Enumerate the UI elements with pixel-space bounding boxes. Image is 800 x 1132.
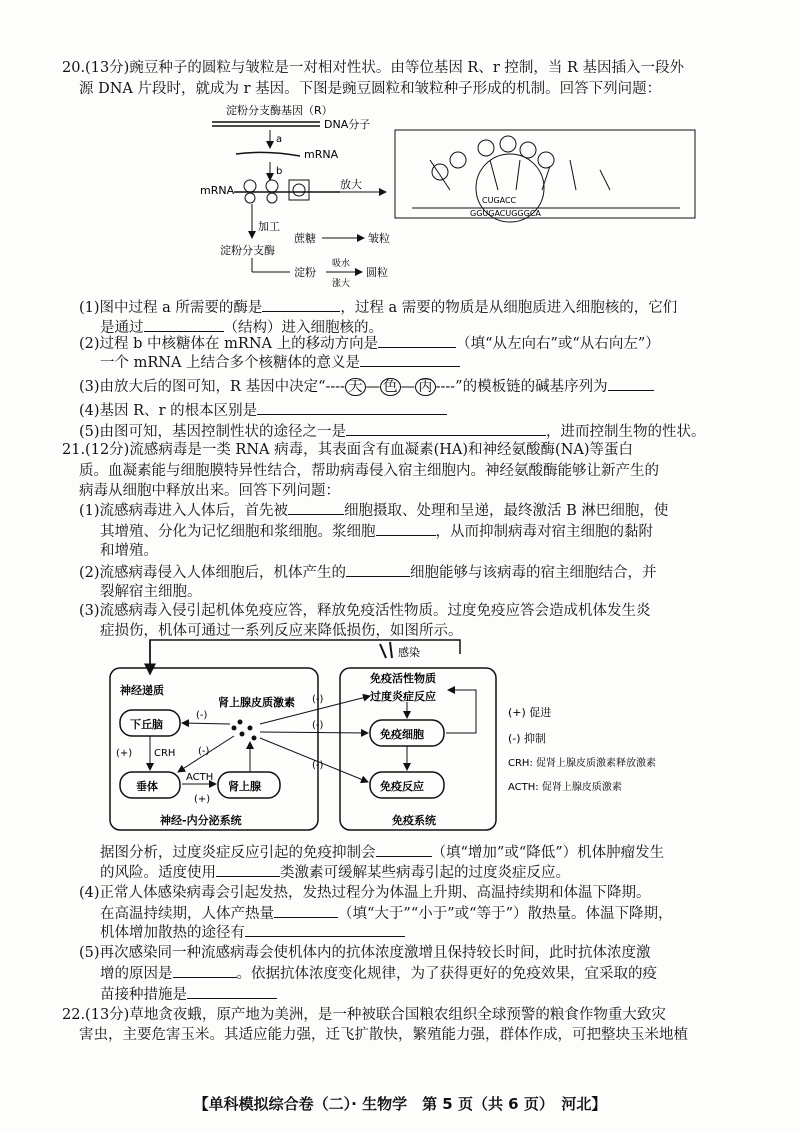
legend-item: ACTH: 促肾上腺皮质激素 (508, 782, 622, 793)
legend-item: CRH: 促肾上腺皮质激素释放激素 (508, 758, 656, 769)
svg-text:加工: 加工 (258, 220, 280, 233)
q20-s1-line1: (1)图中过程 a 所需要的酶是 ，过程 a 需要的物质是从细胞质进入细胞核的，它们 (79, 297, 677, 318)
svg-text:圆粒: 圆粒 (366, 266, 388, 279)
answer-blank[interactable] (216, 862, 280, 877)
q21-s2-line1: (2)流感病毒侵入人体细胞后，机体产生的 细胞能够与该病毒的宿主细胞结合，并 (79, 562, 657, 583)
svg-text:DNA分子: DNA分子 (324, 118, 371, 131)
svg-text:(+): (+) (116, 748, 133, 759)
svg-text:神经递质: 神经递质 (120, 684, 164, 697)
q20-s4: (4)基因 R、r 的根本区别是 (79, 400, 447, 421)
q21-s5-line2: 增的原因是 。依据抗体浓度变化规律，为了获得更好的免疫效果，宜采取的疫 (100, 963, 657, 984)
q21-s4-line2: 在高温持续期，人体产热量 （填“大于”“小于”或“等于”）散热量。体温下降期， (100, 903, 672, 924)
gene-label: 淀粉分支酶基因（R） (226, 104, 333, 117)
page-footer: 【单科模拟综合卷（二）· 生物学 第 5 页（共 6 页） 河北】 (193, 1095, 607, 1113)
answer-blank[interactable] (376, 521, 436, 536)
svg-text:b: b (276, 166, 283, 177)
svg-text:CRH: CRH (154, 748, 176, 759)
q21-s4-line1: (4)正常人体感染病毒会引起发热，发热过程分为体温上升期、高温持续期和体温下降期。 (79, 885, 651, 901)
infection-icon (380, 642, 392, 658)
q21-s3-line4: 的风险。适度使用 类激素可缓解某些病毒引起的过度炎症反应。 (100, 862, 570, 883)
q21-s5-line1: (5)再次感染同一种流感病毒会使机体内的抗体浓度激增且保持较长时间，此时抗体浓度激 (79, 945, 651, 961)
svg-text:(-): (-) (312, 694, 324, 705)
svg-text:ACTH: ACTH (186, 772, 214, 783)
svg-text:(-): (-) (196, 710, 208, 721)
svg-text:免疫细胞: 免疫细胞 (380, 728, 424, 741)
answer-blank[interactable] (187, 984, 277, 999)
svg-text:感染: 感染 (398, 646, 420, 659)
q21-s3-line2: 症损伤，机体可通过一系列反应来降低损伤，如图所示。 (100, 623, 463, 639)
svg-text:CUGACC: CUGACC (482, 196, 517, 205)
q21-line-3: 病毒从细胞中释放出来。回答下列问题： (79, 483, 340, 499)
q21-s1-line2: 其增殖、分化为记忆细胞和浆细胞。浆细胞 ，从而抑制病毒对宿主细胞的黏附 (100, 521, 653, 542)
svg-text:过度炎症反应: 过度炎症反应 (370, 690, 436, 703)
q20-s3: (3)由放大后的图可知，R 基因中决定“---- 天 — 色 — 丙 ----”的模板链的碱基序列为 (79, 376, 654, 397)
answer-blank[interactable] (245, 922, 405, 937)
answer-blank[interactable] (378, 333, 456, 348)
svg-text:GGUGACUGGGCA: GGUGACUGGGCA (470, 209, 541, 218)
answer-blank[interactable] (360, 352, 460, 367)
svg-text:蔗糖: 蔗糖 (294, 232, 316, 245)
q20-figure (190, 100, 710, 290)
svg-text:淀粉分支酶: 淀粉分支酶 (220, 244, 275, 257)
q21-s3-line3: 据图分析，过度炎症反应引起的免疫抑制会 （填“增加”或“降低”）机体肿瘤发生 (100, 842, 664, 863)
svg-text:皱粒: 皱粒 (368, 232, 390, 245)
answer-blank[interactable] (346, 562, 410, 577)
svg-text:肾上腺皮质激素: 肾上腺皮质激素 (218, 696, 295, 709)
q20-s2-line1: (2)过程 b 中核糖体在 mRNA 上的移动方向是 （填“从左向右”或“从右向左”） (79, 333, 660, 354)
svg-text:(-): (-) (198, 746, 210, 757)
answer-blank[interactable] (274, 903, 338, 918)
zoomed-translation (395, 130, 695, 222)
hormone-dots (232, 720, 257, 741)
q21-line-1: 21.(12分)流感病毒是一类 RNA 病毒，其表面含有血凝素(HA)和神经氨酸酶(NA)等蛋白 (62, 442, 634, 458)
q21-line-2: 质。血凝素能与细胞膜特异性结合，帮助病毒侵入宿主细胞内。神经氨酸酶能够让新产生的 (79, 463, 659, 479)
answer-blank[interactable] (144, 317, 224, 332)
answer-blank[interactable] (288, 500, 344, 515)
svg-text:神经-内分泌系统: 神经-内分泌系统 (160, 814, 242, 827)
svg-text:mRNA: mRNA (200, 184, 235, 197)
q20-line-1: 20.(13分)豌豆种子的圆粒与皱粒是一对相对性状。由等位基因 R、r 控制，当 R 基因插入一段外 (62, 60, 685, 76)
answer-blank[interactable] (376, 842, 432, 857)
svg-text:(-): (-) (312, 720, 324, 731)
svg-text:下丘脑: 下丘脑 (130, 718, 163, 731)
svg-text:肾上腺: 肾上腺 (228, 780, 261, 793)
svg-text:(+): (+) (194, 794, 211, 805)
svg-text:免疫活性物质: 免疫活性物质 (370, 672, 436, 685)
svg-text:(-): (-) (312, 760, 324, 771)
svg-text:吸水: 吸水 (332, 259, 351, 269)
q21-s1-line3: 和增殖。 (100, 543, 158, 559)
answer-blank[interactable] (262, 297, 340, 312)
q21-figure (100, 632, 700, 837)
q20-line-2: 源 DNA 片段时，就成为 r 基因。下图是豌豆圆粒和皱粒种子形成的机制。回答下列问题： (79, 81, 662, 97)
svg-text:放大: 放大 (340, 178, 362, 191)
q20-s2-line2: 一个 mRNA 上结合多个核糖体的意义是 (100, 352, 460, 373)
svg-text:免疫系统: 免疫系统 (392, 814, 436, 827)
answer-blank[interactable] (173, 963, 237, 978)
amino-acid-circle: 色 (380, 378, 401, 396)
q21-s1-line1: (1)流感病毒进入人体后，首先被 细胞摄取、处理和呈递，最终激活 B 淋巴细胞，使 (79, 500, 668, 521)
svg-text:a: a (276, 134, 283, 145)
legend-item: (-) 抑制 (508, 732, 547, 745)
q21-s5-line3: 苗接种措施是 (100, 984, 277, 1005)
answer-blank[interactable] (608, 376, 654, 391)
answer-blank[interactable] (257, 400, 447, 415)
q21-s3-line1: (3)流感病毒入侵引起机体免疫应答，释放免疫活性物质。过度免疫应答会造成机体发生炎 (79, 603, 651, 619)
svg-text:涨大: 涨大 (332, 279, 351, 289)
legend-item: (+) 促进 (508, 706, 552, 719)
q20-s1-line2: 是通过 （结构）进入细胞核的。 (100, 317, 383, 338)
q21-s2-line2: 裂解宿主细胞。 (100, 584, 202, 600)
q20-s5: (5)由图可知，基因控制性状的途径之一是 ，进而控制生物的性状。 (79, 421, 706, 442)
svg-text:垂体: 垂体 (136, 780, 158, 793)
q22-line-1: 22.(13分)草地贪夜蛾，原产地为美洲，是一种被联合国粮农组织全球预警的粮食作物重大致灾 (62, 1007, 666, 1023)
svg-text:mRNA: mRNA (304, 148, 339, 161)
amino-acid-circle: 天 (345, 378, 366, 396)
svg-text:淀粉: 淀粉 (294, 266, 316, 279)
svg-text:免疫反应: 免疫反应 (380, 780, 424, 793)
q22-line-2: 害虫，主要危害玉米。其适应能力强，迁飞扩散快，繁殖能力强，群体作成，可把整块玉米地植 (79, 1027, 688, 1043)
q21-s4-line3: 机体增加散热的途径有 (100, 922, 405, 943)
answer-blank[interactable] (346, 421, 546, 436)
amino-acid-circle: 丙 (415, 378, 436, 396)
